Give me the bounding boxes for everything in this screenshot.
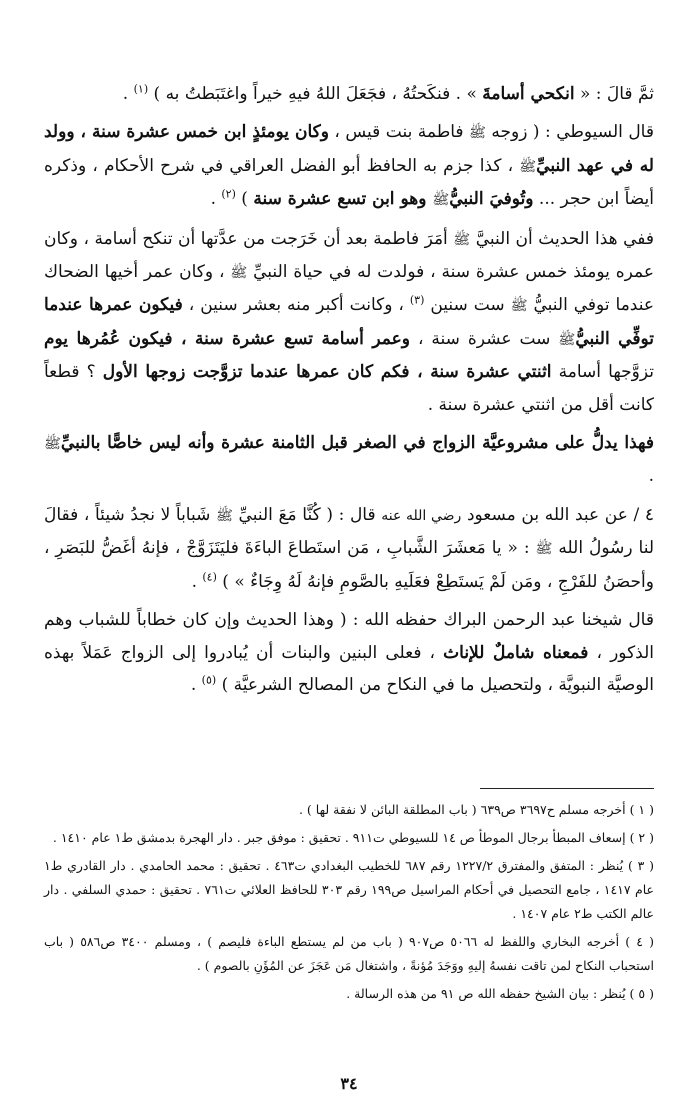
paragraph-3 (44, 223, 654, 421)
footnote-ref-2[interactable]: (٢) (221, 187, 236, 201)
text-run: فاطمة بنت قيس ، (328, 122, 470, 143)
text-run: » . فنكَحتُهُ ، فجَعَلَ اللهُ فيهِ خيراً واغتَبَطتُ به ) (148, 84, 483, 104)
footnote-ref-4[interactable]: (٤) (202, 570, 217, 584)
bold-run: فمعناه شاملٌ للإناث (443, 642, 589, 663)
text-run: قال : ( كُنَّا مَعَ النبيِّ (232, 504, 382, 525)
text-run: ٤ / عن عبد الله بن مسعود (461, 504, 655, 525)
bold-run: وتُوفيَ النبيُّ (449, 189, 534, 210)
text-run: قال شيخنا عبد الرحمن البراك حفظه الله : ( وهذا الحديث وإن كان خطاباً للشباب وهم الذكور ، (44, 610, 654, 663)
text-run: أمَرَ فاطمة بعد أن خَرَجت من عدَّتها أن تنكح أسامة ، وكان عمره يومئذ خمس عشرة سنة ، فولدت له في حياة النبيِّ (44, 228, 654, 283)
salutation-symbol: ﷺ (453, 231, 471, 248)
bold-run: فهذا يدلُّ على مشروعيَّة الزواج في الصغر قبل الثامنة عشرة وأنه ليس خاصًّا بالنبيِّ (60, 433, 654, 454)
footnote-ref-5[interactable]: (٥) (201, 673, 217, 687)
text-run: ثمَّ قالَ : « (574, 84, 654, 104)
salutation-symbol: ﷺ (510, 298, 528, 315)
text-run: ، وكان عمر أخيها الضحاك عندما توفي النبيُّ (44, 262, 654, 316)
salutation-symbol: ﷺ (230, 265, 248, 282)
bold-run: انكحي أسامةَ (482, 84, 575, 104)
text-run: ، وكانت أكبر منه بعشر سنين ، (182, 295, 410, 316)
bold-run: فيكون عمرها عندما توفِّي النبيُّ (44, 295, 654, 349)
bold-run: وعمر أسامة تسع عشرة سنة ، فيكون عُمُرها يوم (44, 328, 410, 349)
footnote-1: ( ١ ) أخرجه مسلم ح٣٦٩٧ ص٦٣٩ ( باب المطلقة البائن لا نفقة لها ) . (298, 802, 654, 817)
text-run: . (122, 84, 134, 104)
footnote-ref-1[interactable]: (١) (133, 82, 149, 96)
salutation-symbol: ﷺ (469, 125, 486, 142)
salutation-symbol: رضي الله عنه (381, 507, 462, 524)
bold-run: وكان يومئذٍ ابن خمس عشرة سنة ، وولد له في عهد النبيِّ (44, 122, 654, 176)
footnote-2: ( ٢ ) إسعاف المبطأ برجال الموطأ ص ١٤ للسيوطي ت٩١١ . تحقيق : موفق جبر . دار الهجرة بدمشق ط١ عام ١٤١٠ . (52, 830, 654, 845)
paragraph-5 (44, 499, 654, 598)
salutation-symbol: ﷺ (216, 507, 233, 524)
footnote-ref-3[interactable]: (٣) (409, 293, 425, 307)
text-run: ست عشرة سنة ، (409, 328, 559, 349)
salutation-symbol: ﷺ (519, 158, 537, 175)
footnote-5: ( ٥ ) يُنظر : بيان الشيخ حفظه الله ص ٩١ من هذه الرسالة . (346, 986, 654, 1001)
bold-run: اثنتي عشرة سنة ، فكم كان عمرها عندما تزوَّجت زوجها الأول (102, 362, 552, 383)
footnotes (44, 798, 654, 1010)
footnote-3: ( ٣ ) يُنظر : المتفق والمفترق ١٢٢٧/٢ رقم ٦٨٧ للخطيب البغدادي ت٤٦٣ . تحقيق : محمد الحامدي . دار القادري ط١ عام ١٤١٧ ، جامع التحصيل في أحكام المراسيل ص١٩٩ رقم ٣٠٣ للحافظ العلائي ت٧٦١ . تحقيق : حمدي السلفي . دار عالم الكتب ط٢ عام ١٤٠٧ . (44, 858, 654, 921)
text-run: ففي هذا الحديث أن النبيَّ (470, 228, 654, 249)
text-run: : « يا مَعشَرَ الشَّبابِ ، مَن استَطاعَ الباءَةَ فليَتَزَوَّجْ ، فإنهُ أغَضُّ للبَصَرِ ، وأحصَنُ للفَرْجِ ، ومَن لَمْ يَستَطِعْ فعَلَيهِ بالصَّومِ فإنهُ لَهُ وِجَاءٌ » ) (44, 538, 654, 592)
salutation-symbol: ﷺ (535, 541, 553, 558)
text-run: . (191, 571, 203, 592)
text-run: . (648, 466, 654, 487)
footnote-separator (480, 788, 654, 789)
text-run: ست سنين (424, 295, 511, 316)
salutation-symbol: ﷺ (44, 436, 61, 453)
text-run: تزوَّجها أسامة (551, 362, 654, 383)
text-run: ؟ قطعاً كانت أقل من اثنتي عشرة سنة . (44, 362, 654, 415)
footnote-4: ( ٤ ) أخرجه البخاري واللفظ له ٥٠٦٦ ص٩٠٧ ( باب من لم يستطع الباءة فليصم ) ، ومسلم ٣٤٠٠ ص٥٨٦ ( باب استحباب النكاح لمن تاقت نفسهُ إليهِ ووَجَدَ مُؤنةً ، واشتغال مَن عَجَزَ عن المُؤَنِ بالصوم ) . (44, 934, 654, 973)
text-run: . (210, 189, 222, 210)
page-number: ٣٤ (340, 1074, 358, 1093)
text-run: . (190, 674, 202, 695)
bold-run: وهو ابن تسع عشرة سنة (253, 189, 433, 210)
salutation-symbol: ﷺ (432, 192, 450, 209)
text-run: ، كذا جزم به الحافظ أبو الفضل العراقي في شرح الأحكام ، وذكره أيضاً ابن حجر ... (44, 155, 654, 210)
text-run: شَباباً لا نجدُ شيئاً ، فقالَ لنا رسُولُ الله (44, 504, 655, 559)
paragraph-2 (44, 116, 654, 216)
salutation-symbol: ﷺ (558, 331, 576, 348)
text-run: ، فعلى البنين والبنات أن يُبادروا إلى الزواج عَمَلاً بهذه الوصيَّة النبويَّة ، ولتحصيل ما في النكاح من المصالح الشرعيَّة ) (44, 642, 654, 695)
text-run: ) (235, 189, 254, 210)
text-run: قال السيوطي : ( زوجه (485, 122, 654, 143)
paragraph-1 (44, 78, 654, 110)
paragraph-6 (44, 604, 654, 701)
paragraph-4 (44, 427, 654, 493)
main-text (44, 78, 654, 701)
